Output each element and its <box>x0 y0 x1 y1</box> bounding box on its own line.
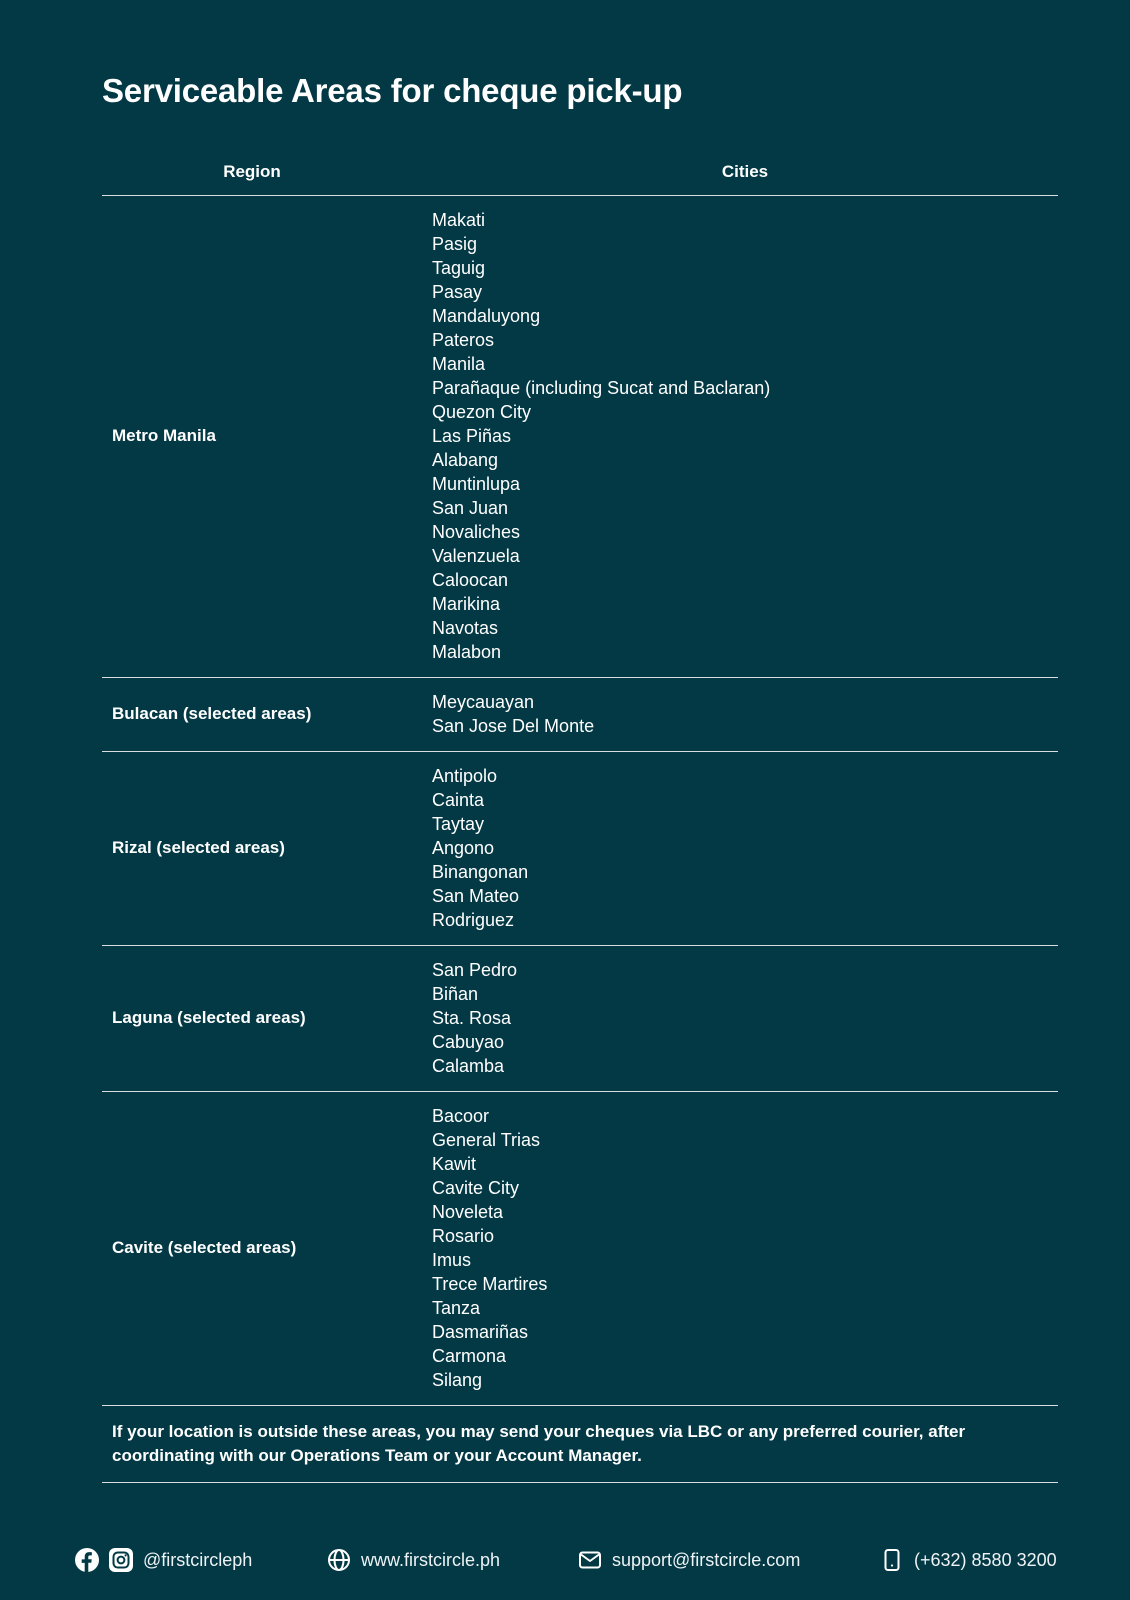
city-item: Bacoor <box>432 1106 490 1126</box>
footer-phone <box>880 1540 1057 1580</box>
region-cell: Cavite (selected areas) <box>102 1092 432 1406</box>
cities-cell <box>432 1092 1058 1406</box>
city-item: Cabuyao <box>432 1032 505 1052</box>
city-item: Pasay <box>432 282 483 302</box>
city-item: Rosario <box>432 1226 495 1246</box>
city-item: Pateros <box>432 330 495 350</box>
city-item: Sta. Rosa <box>432 1008 512 1028</box>
page-title: Serviceable Areas for cheque pick-up <box>102 72 683 109</box>
region-cell: Bulacan (selected areas) <box>102 678 432 752</box>
city-item: Pasig <box>432 234 478 254</box>
city-item: Imus <box>432 1250 472 1270</box>
cities-cell <box>432 752 1058 946</box>
city-item: Meycauayan <box>432 692 535 712</box>
city-item: Trece Martires <box>432 1274 548 1294</box>
table-row <box>102 1092 1058 1406</box>
table-row <box>102 196 1058 678</box>
city-item: Dasmariñas <box>432 1322 529 1342</box>
serviceable-areas-table <box>102 150 1058 1483</box>
cities-cell <box>432 678 1058 752</box>
city-item: Taytay <box>432 814 485 834</box>
region-cell: Laguna (selected areas) <box>102 946 432 1092</box>
city-item: Novaliches <box>432 522 521 542</box>
city-item: San Mateo <box>432 886 520 906</box>
city-item: Las Piñas <box>432 426 512 446</box>
globe-icon <box>327 1548 351 1572</box>
city-item: Binangonan <box>432 862 529 882</box>
city-item: Valenzuela <box>432 546 520 566</box>
city-item: Parañaque (including Sucat and Baclaran) <box>432 378 771 398</box>
city-item: Muntinlupa <box>432 474 521 494</box>
instagram-icon[interactable] <box>109 1548 133 1572</box>
city-item: Rodriguez <box>432 910 515 930</box>
city-item: Cavite City <box>432 1178 520 1198</box>
city-item: Calamba <box>432 1056 505 1076</box>
city-item: Manila <box>432 354 486 374</box>
city-item: Cainta <box>432 790 485 810</box>
footer-social <box>75 1540 252 1580</box>
website-link[interactable]: www.firstcircle.ph <box>361 1549 501 1570</box>
city-item: Malabon <box>432 642 502 662</box>
table-header-row <box>102 150 1058 196</box>
footer-website <box>327 1540 500 1580</box>
city-item: Noveleta <box>432 1202 504 1222</box>
footer-email <box>578 1540 800 1580</box>
city-item: Carmona <box>432 1346 507 1366</box>
phone-icon <box>880 1548 904 1572</box>
cities-cell <box>432 196 1058 678</box>
mail-icon <box>578 1548 602 1572</box>
footer <box>0 1540 1130 1580</box>
region-cell: Metro Manila <box>102 196 432 678</box>
phone-number[interactable]: (+632) 8580 3200 <box>914 1549 1057 1570</box>
city-item: Antipolo <box>432 766 498 786</box>
social-handle[interactable]: @firstcircleph <box>143 1549 253 1570</box>
city-item: Alabang <box>432 450 499 470</box>
outside-areas-note: If your location is outside these areas, you may send your cheques via LBC or any preferred courier, after coordinating with our Operations Team or your Account Manager. <box>102 1406 1058 1483</box>
city-item: Makati <box>432 210 486 230</box>
city-item: Quezon City <box>432 402 532 422</box>
facebook-icon[interactable] <box>75 1548 99 1572</box>
region-column-header: Region <box>102 150 432 196</box>
table-row <box>102 752 1058 946</box>
cities-cell <box>432 946 1058 1092</box>
city-item: Angono <box>432 838 495 858</box>
cities-column-header: Cities <box>432 150 1058 196</box>
email-link[interactable]: support@firstcircle.com <box>612 1549 801 1570</box>
city-item: General Trias <box>432 1130 541 1150</box>
region-cell: Rizal (selected areas) <box>102 752 432 946</box>
city-item: Biñan <box>432 984 479 1004</box>
city-item: San Pedro <box>432 960 518 980</box>
note-row <box>102 1406 1058 1483</box>
city-item: San Juan <box>432 498 509 518</box>
table-row <box>102 946 1058 1092</box>
city-item: Silang <box>432 1370 483 1390</box>
city-item: Caloocan <box>432 570 509 590</box>
city-item: Tanza <box>432 1298 481 1318</box>
city-item: San Jose Del Monte <box>432 716 595 736</box>
city-item: Navotas <box>432 618 499 638</box>
table-body <box>102 196 1058 1406</box>
city-item: Marikina <box>432 594 501 614</box>
city-item: Taguig <box>432 258 486 278</box>
table-row <box>102 678 1058 752</box>
city-item: Kawit <box>432 1154 477 1174</box>
city-item: Mandaluyong <box>432 306 541 326</box>
